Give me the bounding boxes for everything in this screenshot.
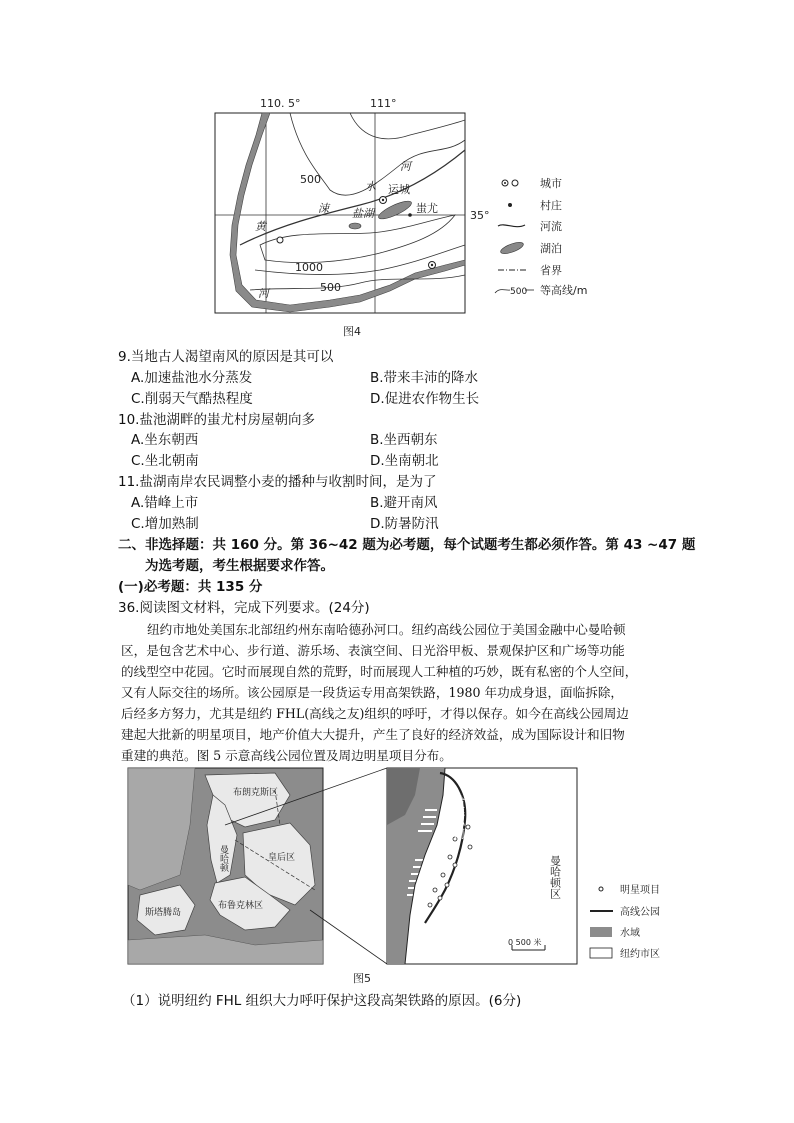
- question-9-option-c[interactable]: C.削弱天气酷热程度: [131, 391, 253, 407]
- label-su: 涑: [318, 202, 329, 215]
- question-10-option-d[interactable]: D.坐南朝北: [370, 453, 439, 469]
- lake-small: [349, 223, 361, 229]
- legend-lake: 湖泊: [540, 242, 562, 255]
- q36-paragraph-line-3: 的线型空中花园。它时而展现自然的荒野，时而展现人工种植的巧妙，既有私密的个人空间，: [121, 664, 638, 679]
- q36-paragraph-line-6: 建起大批新的明星项目，地产价值大大提升，产生了良好的经济效益，成为国际设计和旧物: [121, 727, 625, 742]
- label-contour-500: 500: [300, 173, 321, 186]
- label-he-2: 河: [258, 287, 269, 300]
- question-9-stem: 9.当地古人渴望南风的原因是其可以: [118, 349, 334, 365]
- label-chiyou: 蚩尤: [416, 202, 438, 215]
- q36-paragraph-line-5: 后经多方努力，尤其是纽约 FHL(高线之友)组织的呼吁，才得以保存。如今在高线公园周边: [121, 706, 629, 721]
- label-hudson: 哈德孙河: [452, 795, 466, 839]
- question-11-option-a[interactable]: A.错峰上市: [131, 495, 199, 511]
- label-manhattan-district: 曼哈顿区: [548, 855, 562, 899]
- village-chiyou: [408, 213, 412, 217]
- label-manhattan: 曼哈顿: [218, 845, 228, 872]
- label-river-he: 河: [400, 160, 411, 173]
- legend-water: 水域: [620, 928, 640, 939]
- figure-5-caption: 图5: [353, 972, 371, 985]
- section-2-heading-line2: 为选考题，考生根据要求作答。: [145, 558, 334, 574]
- legend-border: 省界: [540, 264, 562, 277]
- star-project: [448, 855, 452, 859]
- legend-contour: 等高线/m: [540, 284, 588, 297]
- label-contour-500b: 500: [320, 281, 341, 294]
- section-2-heading-line1: 二、非选择题：共 160 分。第 36~42 题为必考题，每个试题考生都必须作答。第 43 ~47 题: [118, 537, 696, 553]
- question-10-option-a[interactable]: A.坐东朝西: [131, 432, 199, 448]
- label-yanhu: 盐湖: [352, 207, 374, 220]
- question-11-option-c[interactable]: C.增加熟制: [131, 516, 199, 532]
- section-2-subheading: (一)必考题：共 135 分: [118, 579, 263, 595]
- label-huang: 黄: [255, 220, 266, 233]
- star-project: [441, 873, 445, 877]
- city-west: [277, 237, 283, 243]
- label-queens: 皇后区: [268, 853, 296, 863]
- question-10-option-b[interactable]: B.坐西朝东: [370, 432, 438, 448]
- q36-paragraph-line-2: 区，是包含艺术中心、步行道、游乐场、表演空间、日光浴甲板、景观保护区和广场等功能: [121, 643, 625, 658]
- figure-4-map: [200, 95, 690, 345]
- figure-5-legend: [590, 884, 660, 960]
- legend-village: 村庄: [540, 199, 562, 212]
- figure-4-caption: 图4: [343, 325, 361, 338]
- question-10-stem: 10.盐池湖畔的蚩尤村房屋朝向多: [118, 412, 315, 428]
- legend-highline: 高线公园: [620, 907, 660, 918]
- figure-5-map: [125, 765, 685, 990]
- label-scale: 0 500 米: [508, 938, 542, 947]
- figure-4-legend: [495, 177, 587, 297]
- q36-paragraph-line-7: 重建的典范。图 5 示意高线公园位置及周边明星项目分布。: [121, 748, 452, 763]
- label-bronx: 布朗克斯区: [233, 788, 279, 798]
- label-lat-35: 35°: [470, 209, 490, 222]
- star-project: [445, 883, 449, 887]
- legend-river: 河流: [540, 220, 562, 233]
- question-36-1: （1）说明纽约 FHL 组织大力呼吁保护这段高架铁路的原因。(6分): [122, 993, 522, 1009]
- label-staten: 斯塔腾岛: [145, 908, 182, 918]
- q36-paragraph-line-1: 纽约市地处美国东北部纽约州东南哈德孙河口。纽约高线公园位于美国金融中心曼哈顿: [147, 622, 626, 637]
- legend-contour-sample: 500: [510, 287, 528, 297]
- label-shui: 水: [365, 180, 376, 193]
- label-lon-1105: 110. 5°: [260, 97, 301, 110]
- question-11-option-b[interactable]: B.避开南风: [370, 495, 438, 511]
- label-lon-111: 111°: [370, 97, 397, 110]
- q36-paragraph-line-4: 又有人际交往的场所。该公园原是一段货运专用高架铁路，1980 年功成身退，面临拆除，: [121, 685, 624, 700]
- star-project: [438, 896, 442, 900]
- question-36-stem: 36.阅读图文材料，完成下列要求。(24分): [118, 600, 370, 616]
- star-project: [428, 903, 432, 907]
- question-9-option-b[interactable]: B.带来丰沛的降水: [370, 370, 479, 386]
- question-9-option-a[interactable]: A.加速盐池水分蒸发: [131, 370, 253, 386]
- label-brooklyn: 布鲁克林区: [218, 901, 264, 911]
- legend-nyc: 纽约市区: [620, 949, 660, 960]
- star-project: [433, 888, 437, 892]
- label-yuncheng: 运城: [388, 183, 410, 196]
- star-project: [468, 845, 472, 849]
- question-9-option-d[interactable]: D.促进农作物生长: [370, 391, 480, 407]
- question-11-stem: 11.盐湖南岸农民调整小麦的播种与收割时间，是为了: [118, 474, 437, 490]
- legend-city: 城市: [540, 177, 562, 190]
- question-10-option-c[interactable]: C.坐北朝南: [131, 453, 199, 469]
- question-11-option-d[interactable]: D.防暑防汛: [370, 516, 439, 532]
- label-contour-1000: 1000: [295, 261, 323, 274]
- legend-star-project: 明星项目: [620, 885, 660, 896]
- star-project: [453, 863, 457, 867]
- star-project: [466, 825, 470, 829]
